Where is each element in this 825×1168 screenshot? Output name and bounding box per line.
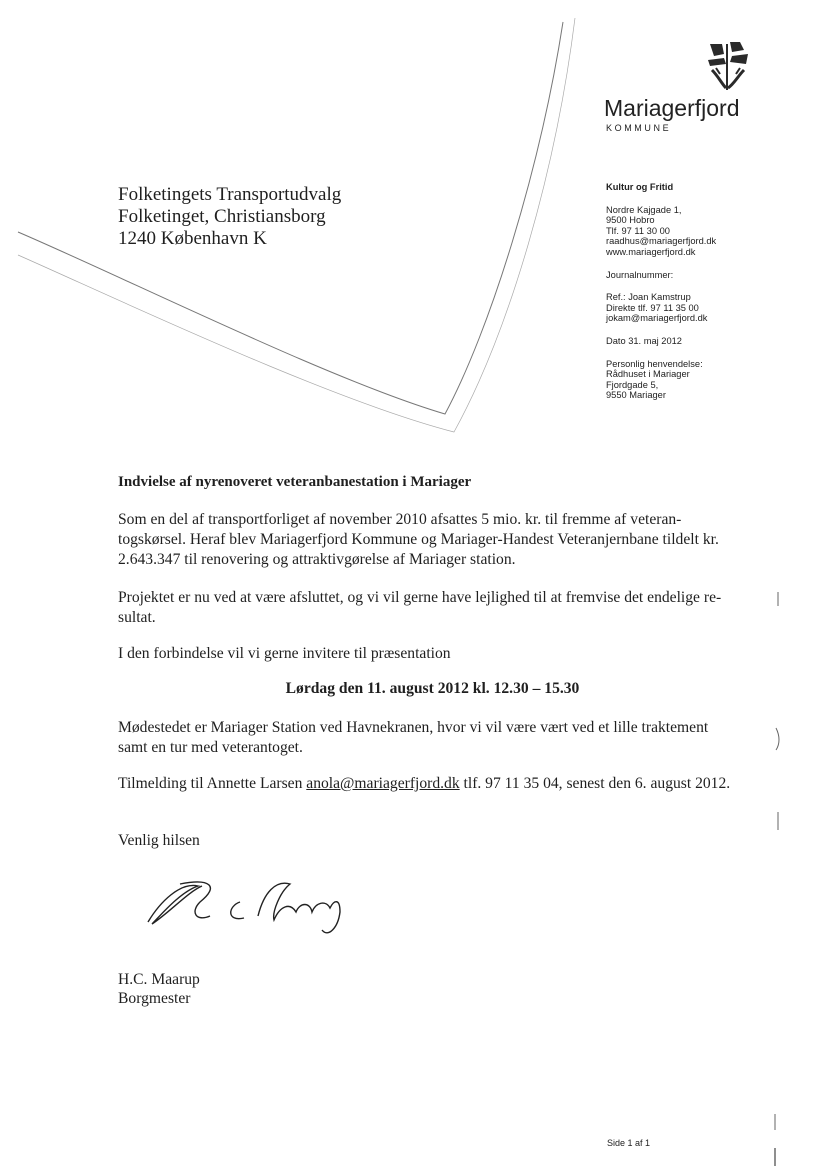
event-line: [0, 680, 825, 698]
sender-phone: Tlf. 97 11 30 00: [606, 225, 670, 236]
logo-name: Mariagerfjord: [604, 95, 740, 121]
recipient-line: Folketingets Transportudvalg: [118, 184, 342, 205]
text-segment: Tilmelding til Annette Larsen: [118, 775, 307, 792]
journal-label: Journalnummer:: [606, 269, 674, 280]
text-line: sultat.: [118, 609, 156, 626]
text-line: Mødestedet er Mariager Station ved Havnekranen, hvor vi vil være vært ved et lille traktement: [118, 719, 709, 736]
department: Kultur og Fritid: [606, 182, 674, 192]
sender-web: www.mariagerfjord.dk: [606, 246, 696, 257]
sender-address: Nordre Kajgade 1,: [606, 204, 682, 215]
signer: [118, 970, 200, 1008]
paragraph-3: [118, 644, 748, 664]
text-line: Projektet er nu ved at være afsluttet, og vi vil gerne have lejlighed til at fremvise det endelige re-: [118, 589, 722, 606]
signer-title: Borgmester: [118, 990, 191, 1007]
sender-ref-email: jokam@mariagerfjord.dk: [606, 313, 708, 324]
letter-subject: Indvielse af nyrenoveret veteranbanestation i Mariager: [118, 474, 472, 490]
visit-address: 9550 Mariager: [606, 390, 666, 401]
visit-address: Fjordgade 5,: [606, 379, 659, 390]
signer-name: H.C. Maarup: [118, 971, 200, 988]
text-segment: tlf. 97 11 35 04, senest den 6. august 2012.: [459, 775, 731, 792]
email-link[interactable]: anola@mariagerfjord.dk: [306, 775, 460, 792]
paragraph-4: [118, 718, 748, 758]
page-number: Side 1 af 1: [607, 1138, 651, 1148]
text-line: togskørsel. Heraf blev Mariagerfjord Kommune og Mariager-Handest Veteranjernbane tildelt kr.: [118, 531, 719, 548]
logo-sub: KOMMUNE: [606, 123, 672, 133]
paragraph-1: [118, 510, 748, 570]
closing: Venlig hilsen: [118, 832, 200, 849]
event-text: Lørdag den 11. august 2012 kl. 12.30 – 15.30: [285, 680, 580, 697]
visit-address: Rådhuset i Mariager: [606, 369, 690, 380]
paragraph-2: [118, 588, 748, 628]
coat-of-arms-icon: [706, 40, 750, 92]
text-line: samt en tur med veterantoget.: [118, 739, 303, 756]
sender-address: 9500 Hobro: [606, 215, 655, 226]
paragraph-5: [118, 774, 748, 794]
text-line: Som en del af transportforliget af november 2010 afsattes 5 mio. kr. til fremme af veteran-: [118, 511, 682, 528]
visit-label: Personlig henvendelse:: [606, 358, 703, 369]
sender-email: raadhus@mariagerfjord.dk: [606, 236, 717, 247]
sender-direct-phone: Direkte tlf. 97 11 35 00: [606, 302, 699, 313]
recipient-line: 1240 København K: [118, 228, 267, 249]
letter-date: Dato 31. maj 2012: [606, 335, 682, 346]
sender-info: [606, 182, 716, 401]
text-line: 2.643.347 til renovering og attraktivgørelse af Mariager station.: [118, 551, 516, 568]
signature-image: [140, 872, 350, 942]
text-line: I den forbindelse vil vi gerne invitere til præsentation: [118, 645, 451, 662]
recipient-line: Folketinget, Christiansborg: [118, 206, 326, 227]
recipient-address: [118, 184, 341, 250]
sender-ref: Ref.: Joan Kamstrup: [606, 292, 691, 303]
